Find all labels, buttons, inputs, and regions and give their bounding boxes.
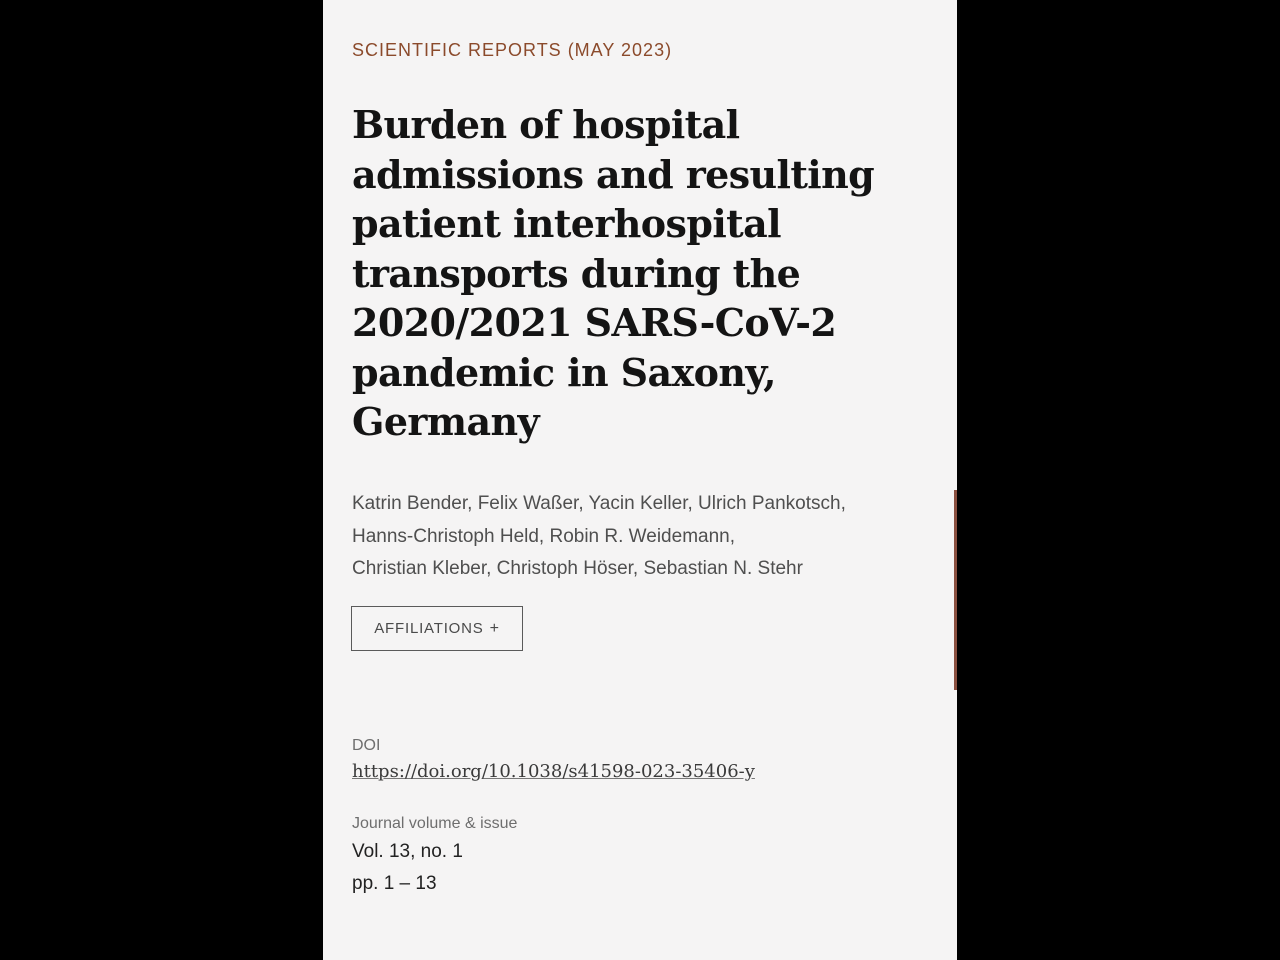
title-line: patient interhospital (352, 201, 781, 246)
title-line: admissions and resulting (352, 151, 875, 197)
affiliations-button-label: AFFILIATIONS (374, 620, 484, 637)
author-line: Katrin Bender, Felix Waßer, Yacin Keller, Ulrich Pankotsch, (352, 493, 846, 514)
author-line: Christian Kleber, Christoph Höser, Sebastian N. Stehr (352, 558, 803, 579)
doi-link[interactable]: https://doi.org/10.1038/s41598-023-35406-y (352, 761, 755, 782)
title-line: pandemic in Saxony, (352, 349, 776, 395)
author-line: Hanns-Christoph Held, Robin R. Weidemann, (352, 525, 735, 547)
author-list (352, 488, 846, 586)
volume-label: Journal volume & issue (352, 815, 518, 832)
page-range: pp. 1 – 13 (352, 873, 437, 894)
plus-icon: + (489, 619, 500, 637)
page-edge-divider (954, 490, 957, 690)
volume-issue: Vol. 13, no. 1 (352, 841, 463, 862)
doi-label: DOI (352, 737, 381, 754)
journal-name: SCIENTIFIC REPORTS (MAY 2023) (352, 40, 673, 60)
title-line: 2020/2021 SARS-CoV-2 (352, 300, 837, 345)
affiliations-button[interactable] (351, 606, 523, 651)
article-page (323, 0, 957, 960)
title-line: Germany (352, 399, 539, 444)
article-title (352, 100, 942, 447)
title-line: transports during the (352, 250, 801, 296)
title-line: Burden of hospital (352, 102, 740, 147)
